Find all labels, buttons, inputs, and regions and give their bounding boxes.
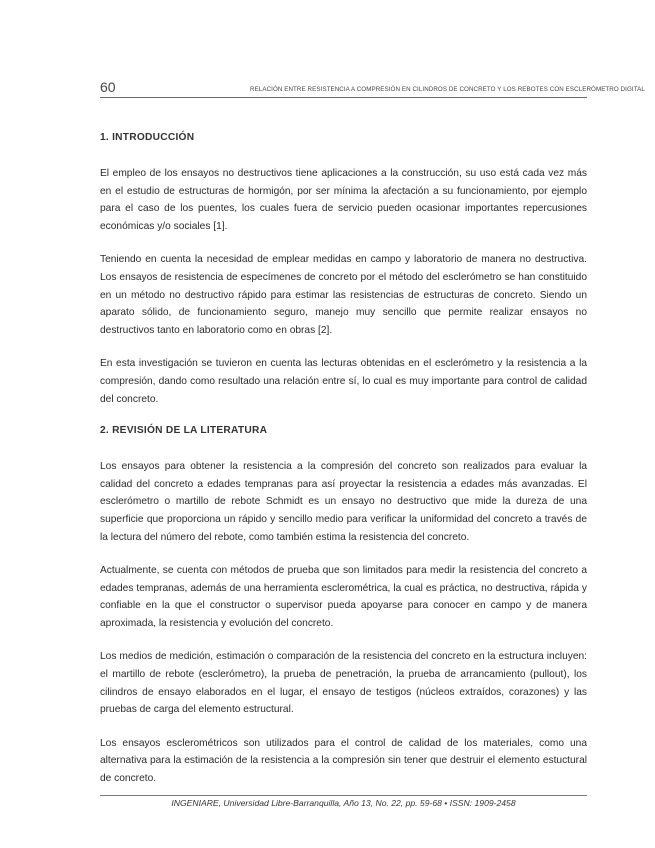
- footer-rule: [100, 795, 587, 796]
- paragraph: Los ensayos esclerométricos son utilizados para el control de calidad de los materiales, como una alternativa para la estimación de la resistencia a la compresión sin tener que destruir el elemento estuctural de concreto.: [100, 737, 587, 785]
- paragraph: El empleo de los ensayos no destructivos tiene aplicaciones a la construcción, su uso está cada vez más en el estudio de estructuras de hormigón, por ser mínima la afectación a su funcionamiento, por ejemplo para el caso de los puentes, los cuales fuera de servicio pueden ocasionar importantes repercusiones económicas y/o sociales [1].: [100, 168, 587, 232]
- paragraph: En esta investigación se tuvieron en cuenta las lecturas obtenidas en el esclerómetro y la resistencia a la compresión, dando como resultado una relación entre sí, lo cual es muy importante para control de calidad del concreto.: [100, 358, 587, 405]
- page-number: 60: [100, 79, 116, 95]
- section-heading-revision-literatura: 2. REVISIÓN DE LA LITERATURA: [100, 425, 268, 437]
- running-title: RELACIÓN ENTRE RESISTENCIA A COMPRESIÓN EN CILINDROS DE CONCRETO Y LOS REBOTES CON ESCLERÓMETRO DIGITAL: [250, 86, 645, 93]
- paragraph: Actualmente, se cuenta con métodos de prueba que son limitados para medir la resistencia del concreto a edades tempranas, además de una herramienta esclerométrica, la cual es práctica, no destructiva, rápida y confiable en la que el constructor o supervisor pueda apoyarse para conocer en campo y de manera aproximada, la resistencia y evolución del concreto.: [100, 565, 587, 629]
- paragraph: Los medios de medición, estimación o comparación de la resistencia del concreto en la estructura incluyen: el martillo de rebote (esclerómetro), la prueba de penetración, la prueba de arrancamiento (pullout), los cilindros de ensayo elaborados en el lugar, el ensayo de testigos (núcleos extraídos, corazones) y las pruebas de carga del elemento estructural.: [100, 651, 587, 716]
- header-rule: [100, 97, 587, 98]
- section-heading-introduccion: 1. INTRODUCCIÓN: [100, 132, 195, 143]
- footer-citation: INGENIARE, Universidad Libre-Barranquilla, Año 13, No. 22, pp. 59-68 • ISSN: 1909-2458: [171, 798, 516, 808]
- paragraph: Los ensayos para obtener la resistencia a la compresión del concreto son realizados para evaluar la calidad del concreto a edades tempranas para así proyectar la resistencia a edades más avanzadas. El esclerómetro o martillo de rebote Schmidt es un ensayo no destructivo que mide la dureza de una superficie que proporciona un rápido y sencillo medio para verificar la uniformidad del concreto a través de la lectura del número del rebote, como también estima la resistencia del concreto.: [100, 461, 587, 543]
- paragraph: Teniendo en cuenta la necesidad de emplear medidas en campo y laboratorio de manera no destructiva. Los ensayos de resistencia de especímenes de concreto por el método del esclerómetro se han constituido en un método no destructivo rápido para estimar las resistencias de estructuras de concreto. Siendo un aparato sólido, de funcionamiento seguro, manejo muy sencillo que permite realizar ensayos no destructivos tanto en laboratorio como en obras [2].: [100, 254, 587, 336]
- article-body: [100, 131, 587, 788]
